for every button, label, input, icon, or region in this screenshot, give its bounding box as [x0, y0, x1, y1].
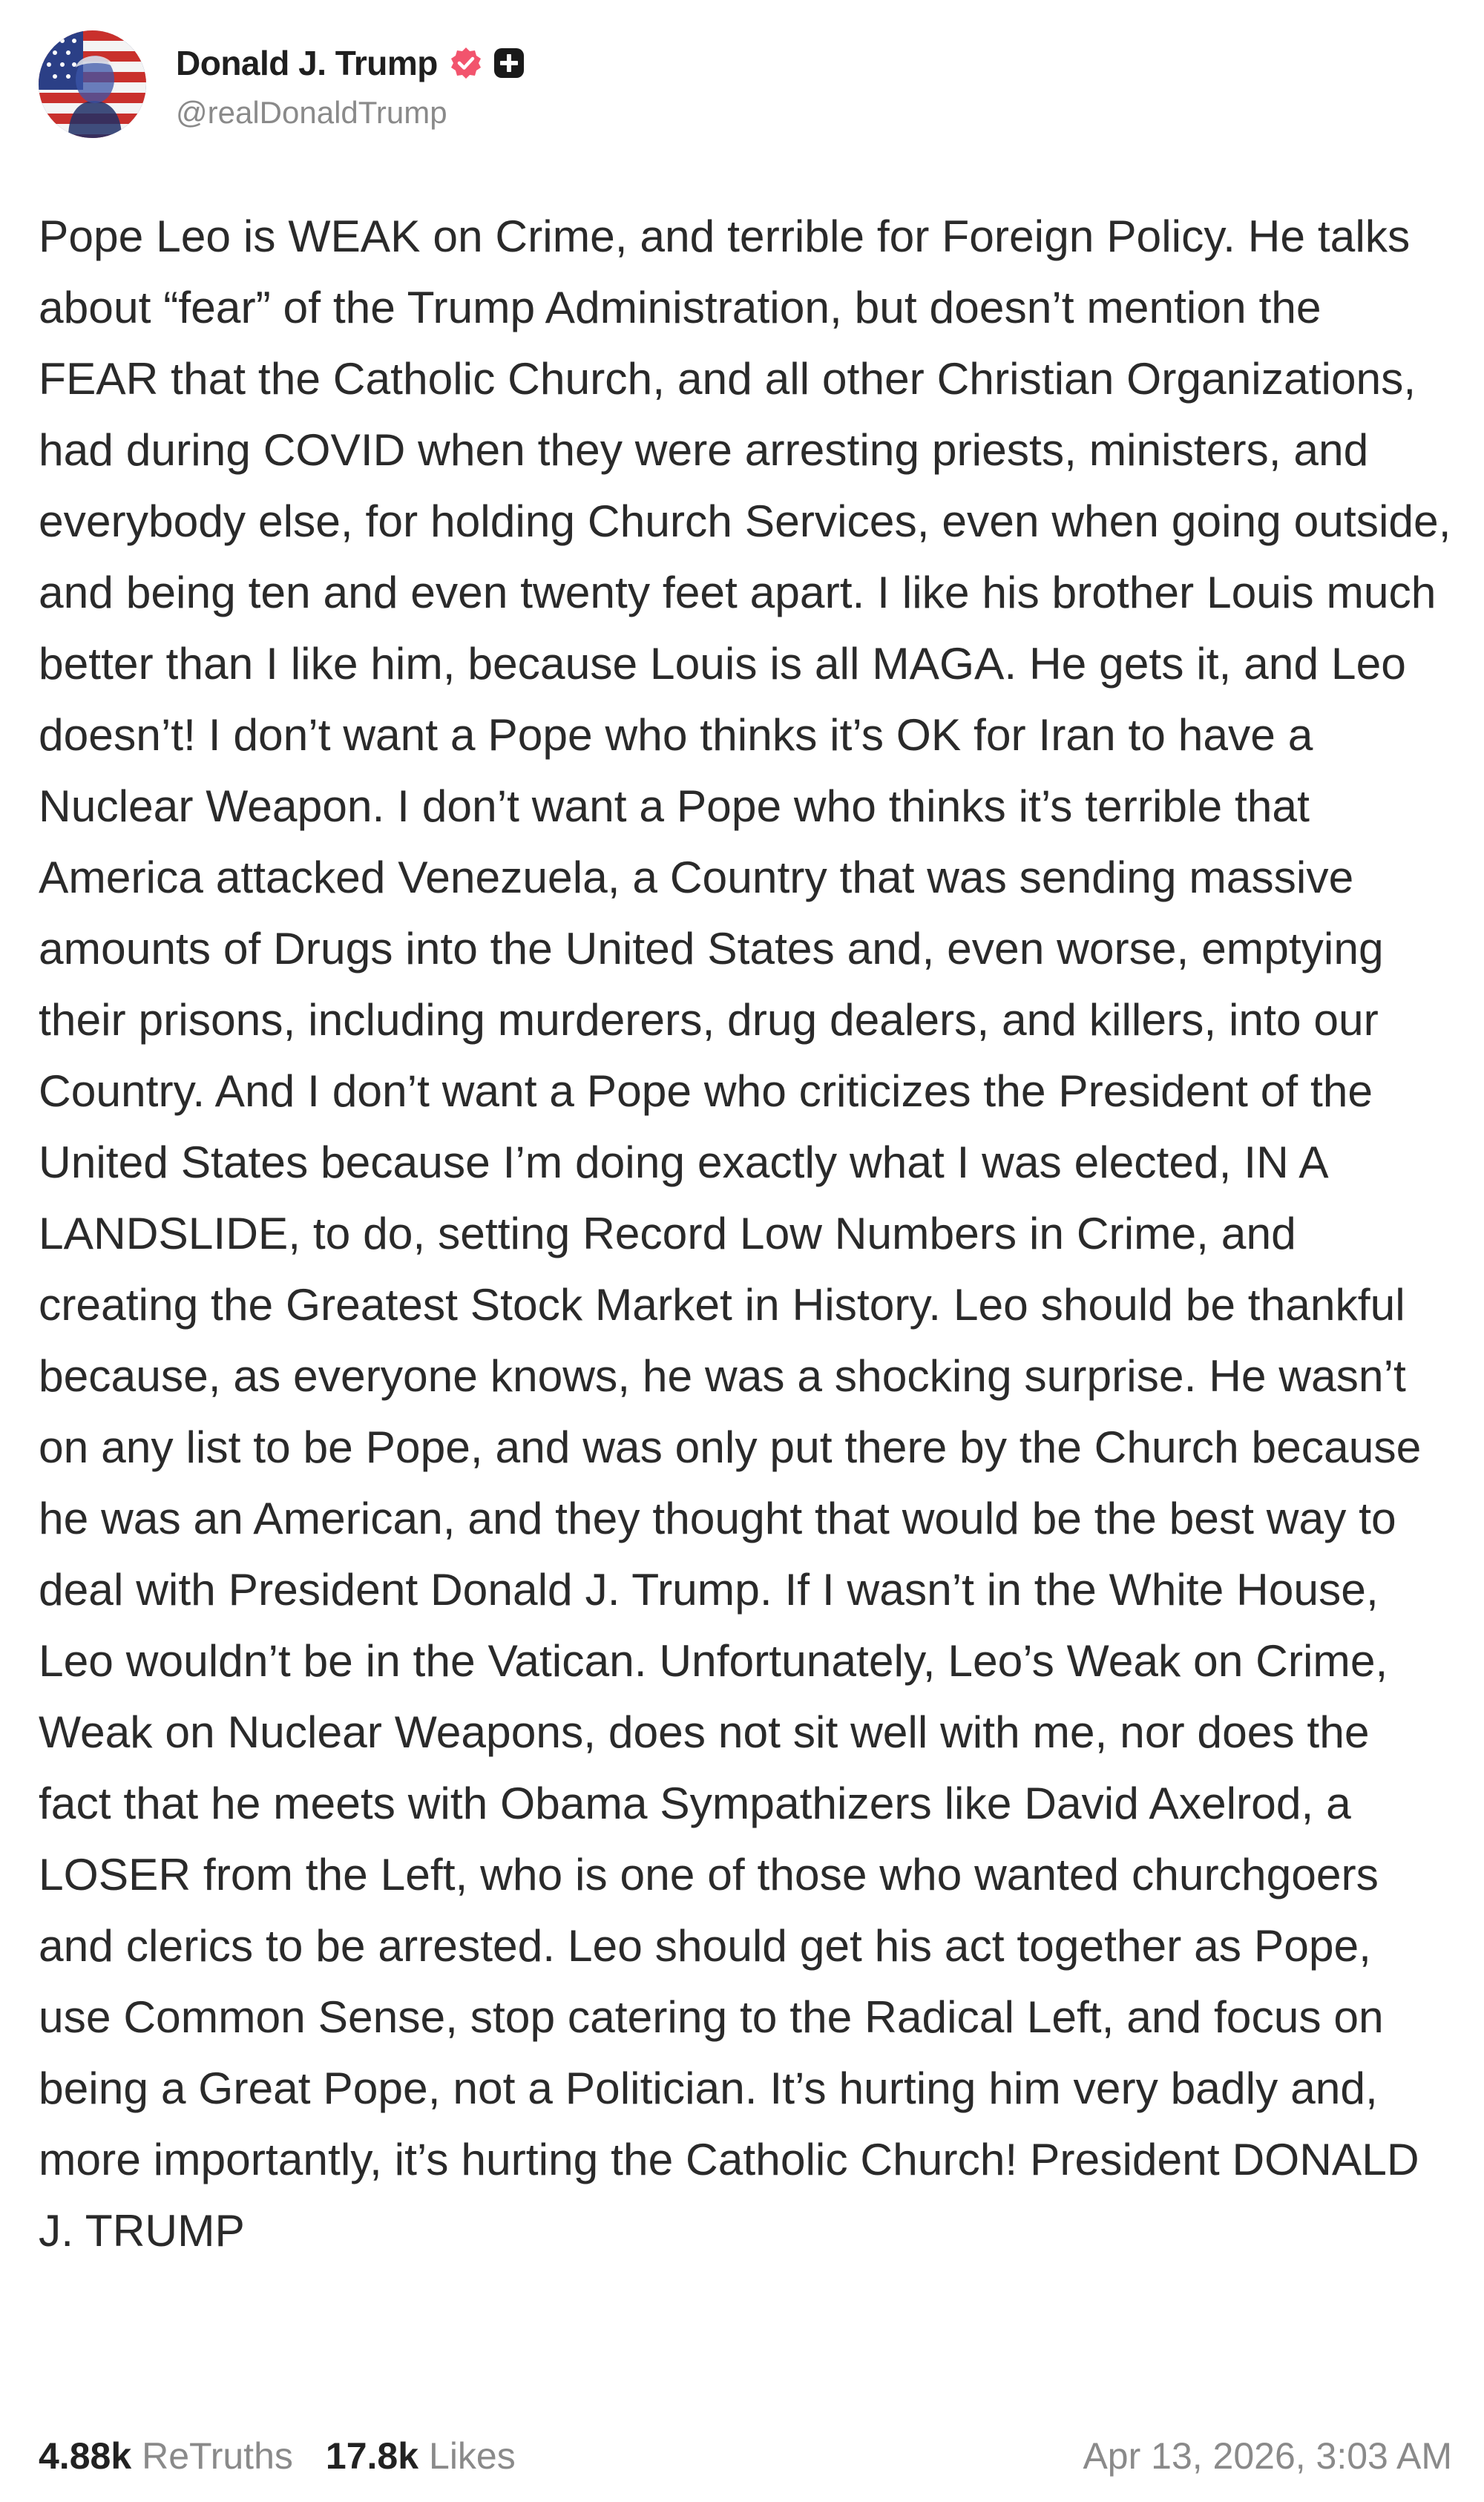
avatar[interactable]: [39, 30, 146, 138]
post-footer: [39, 2426, 1452, 2486]
retruths-stat[interactable]: [39, 2434, 293, 2478]
likes-stat[interactable]: [326, 2434, 516, 2478]
retruths-count: 4.88k: [39, 2435, 132, 2477]
post-text: Pope Leo is WEAK on Crime, and terrible for Foreign Policy. He talks about “fear” of the Trump Administration, but doesn’t mention the FEAR that the Catholic Church, and all other Christian Organizations, had during COVID when they were arresting priests, ministers, and everybody else, for holding Church Services, even when going outside, and being ten and even twenty feet apart. I like his brother Louis much better than I like him, because Louis is all MAGA. He gets it, and Leo doesn’t! I don’t want a Pope who thinks it’s OK for Iran to have a Nuclear Weapon. I don’t want a Pope who thinks it’s terrible that America attacked Venezuela, a Country that was sending massive amounts of Drugs into the United States and, even worse, emptying their prisons, including murderers, drug dealers, and killers, into our Country. And I don’t want a Pope who criticizes the President of the United States because I’m doing exactly what I was elected, IN A LANDSLIDE, to do, setting Record Low Numbers in Crime, and creating the Greatest Stock Market in History. Leo should be thankful because, as everyone knows, he was a shocking surprise. He wasn’t on any list to be Pope, and was only put there by the Church because he was an American, and they thought that would be the best way to deal with President Donald J. Trump. If I wasn’t in the White House, Leo wouldn’t be in the Vatican. Unfortunately, Leo’s Weak on Crime, Weak on Nuclear Weapons, does not sit well with me, nor does the fact that he meets with Obama Sympathizers like David Axelrod, a LOSER from the Left, who is one of those who wanted churchgoers and clerics to be arrested. Leo should get his act together as Pope, use Common Sense, stop catering to the Radical Left, and focus on being a Great Pope, not a Politician. It’s hurting him very badly and, more importantly, it’s hurting the Catholic Church! President DONALD J. TRUMP: [39, 211, 1451, 2256]
retruths-label: ReTruths: [142, 2435, 293, 2477]
flag-portrait-avatar-icon: [39, 30, 146, 138]
post-timestamp[interactable]: Apr 13, 2026, 3:03 AM: [1083, 2435, 1452, 2477]
post-header: [39, 28, 525, 139]
likes-label: Likes: [429, 2435, 516, 2477]
author-identity: [176, 37, 525, 131]
name-row: [176, 37, 525, 89]
verified-badge-icon: [448, 45, 484, 81]
plus-badge-icon: [493, 47, 525, 79]
user-handle[interactable]: @realDonaldTrump: [176, 95, 447, 130]
display-name[interactable]: Donald J. Trump: [176, 44, 438, 82]
likes-count: 17.8k: [325, 2435, 419, 2477]
